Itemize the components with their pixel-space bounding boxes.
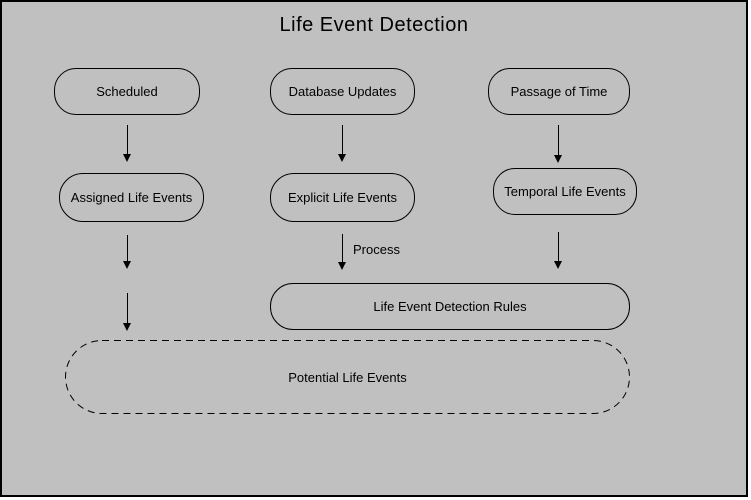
node-life-event-detection-rules-label: Life Event Detection Rules	[373, 299, 527, 314]
node-temporal-life-events	[493, 168, 637, 215]
node-explicit-life-events-label: Explicit Life Events	[287, 190, 398, 205]
arrow-passage-to-temporal	[554, 125, 563, 163]
node-assigned-life-events-label: Assigned Life Events	[70, 190, 193, 205]
arrow-assigned-down-1	[123, 235, 132, 269]
edge-label-process: Process	[353, 242, 400, 257]
node-temporal-life-events-label: Temporal Life Events	[504, 184, 626, 199]
node-assigned-life-events	[59, 173, 204, 222]
arrow-shaft	[342, 125, 343, 154]
arrow-database-to-explicit	[338, 125, 347, 162]
arrow-shaft	[127, 235, 128, 261]
arrow-shaft	[127, 125, 128, 154]
arrow-head-icon	[338, 262, 346, 270]
arrow-scheduled-to-assigned	[123, 125, 132, 162]
arrow-shaft	[342, 234, 343, 262]
node-database-updates-label: Database Updates	[288, 84, 397, 99]
node-potential-life-events	[65, 340, 630, 414]
node-passage-of-time	[488, 68, 630, 115]
node-explicit-life-events	[270, 173, 415, 222]
arrow-shaft	[127, 293, 128, 323]
arrow-temporal-to-rules	[554, 232, 563, 269]
node-scheduled	[54, 68, 200, 115]
node-potential-life-events-label: Potential Life Events	[288, 369, 407, 385]
arrow-explicit-to-rules	[338, 234, 347, 270]
arrow-shaft	[558, 125, 559, 155]
node-scheduled-label: Scheduled	[96, 84, 158, 99]
node-life-event-detection-rules	[270, 283, 630, 330]
arrow-head-icon	[123, 323, 131, 331]
arrow-assigned-down-2	[123, 293, 132, 331]
node-database-updates	[270, 68, 415, 115]
node-passage-of-time-label: Passage of Time	[510, 84, 608, 99]
arrow-head-icon	[123, 154, 131, 162]
arrow-head-icon	[338, 154, 346, 162]
arrow-head-icon	[554, 261, 562, 269]
arrow-head-icon	[123, 261, 131, 269]
arrow-head-icon	[554, 155, 562, 163]
diagram-title: Life Event Detection	[279, 14, 469, 36]
arrow-shaft	[558, 232, 559, 261]
